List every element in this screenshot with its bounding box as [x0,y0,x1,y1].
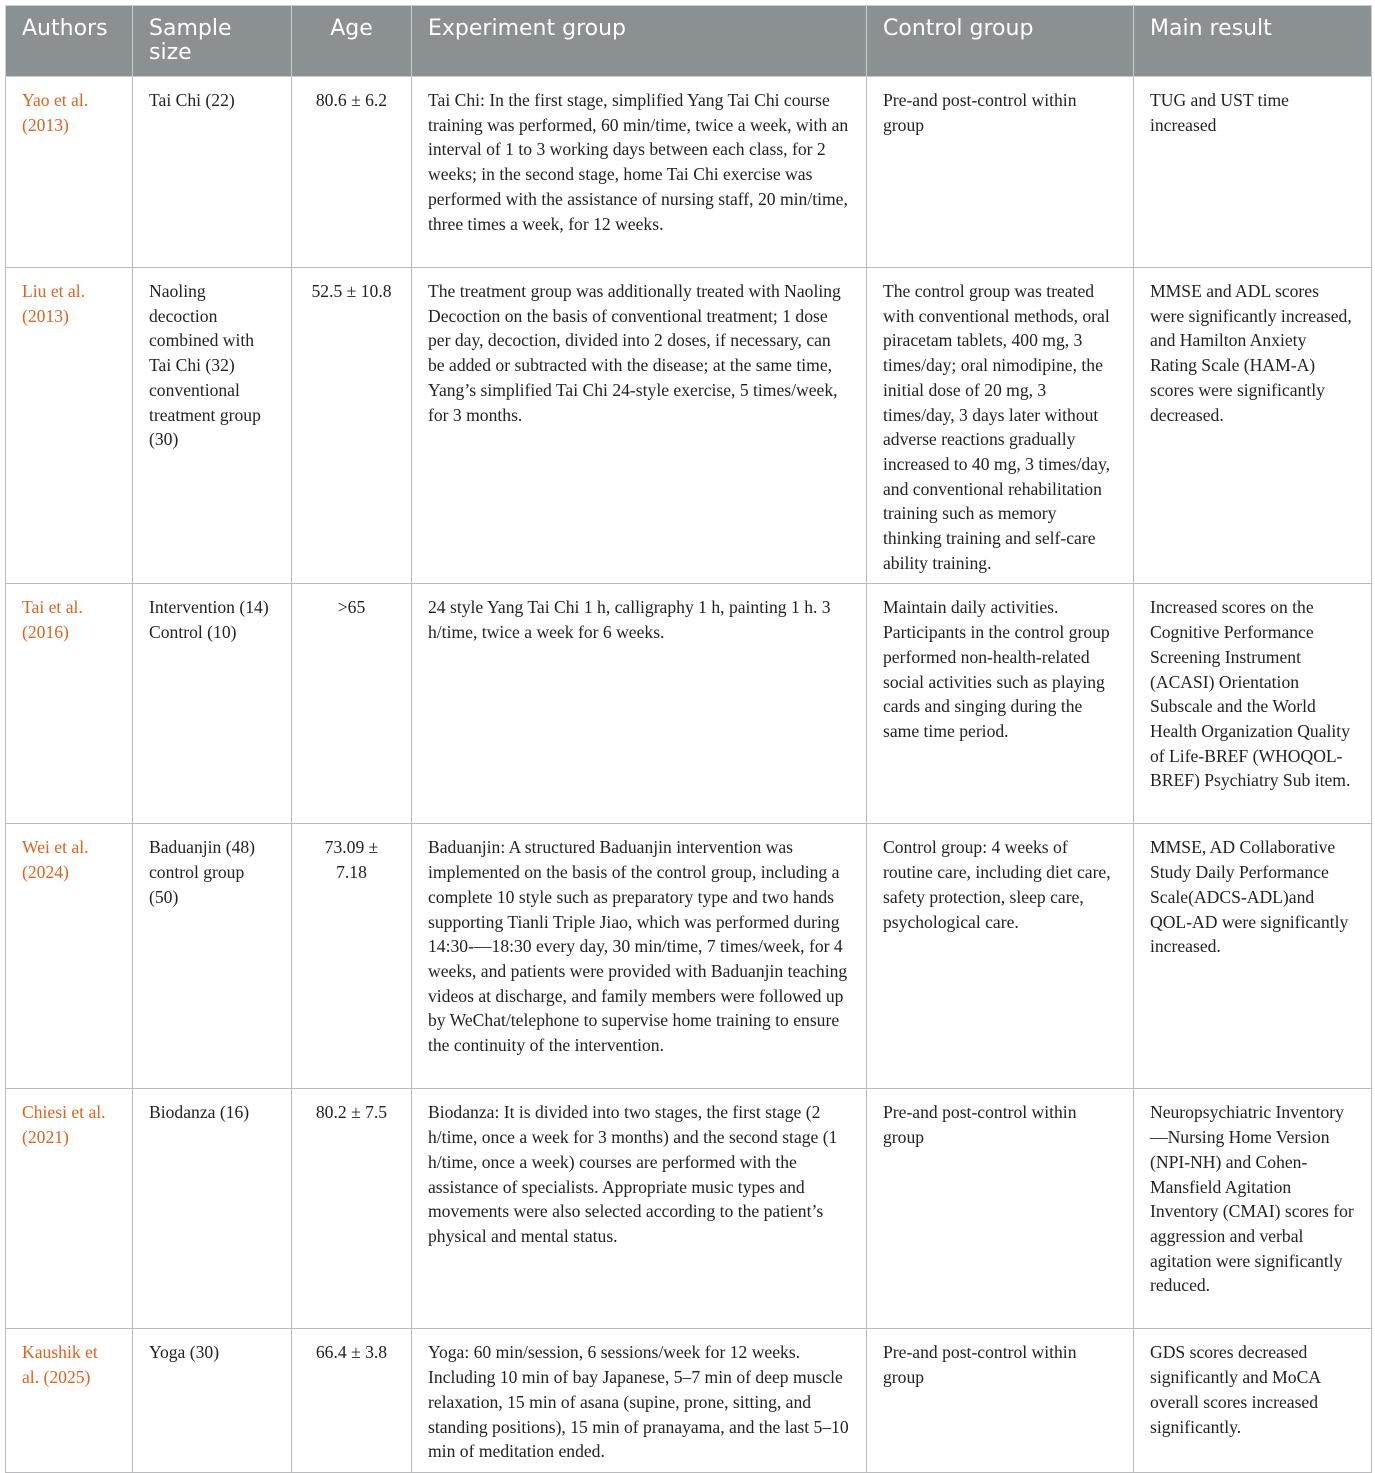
main-result-cell: MMSE and ADL scores were significantly increased, and Hamilton Anxiety Rating Scale (HAM-A) scores were significantly decreased. [1134,268,1372,584]
control-group-cell: Maintain daily activities. Participants in the control group performed non-health-related social activities such as playing cards and singing during the same time period. [867,584,1134,824]
control-group-cell: Pre-and post-control within group [867,77,1134,268]
experiment-group-cell: 24 style Yang Tai Chi 1 h, calligraphy 1 h, painting 1 h. 3 h/time, twice a week for 6 weeks. [412,584,867,824]
main-result-cell: Neuropsychiatric Inventory—Nursing Home Version (NPI-NH) and Cohen-Mansfield Agitation Inventory (CMAI) scores for aggression and verbal agitation were significantly reduced. [1134,1089,1372,1329]
control-group-cell: Pre-and post-control within group [867,1329,1134,1473]
studies-table [5,5,1372,1473]
sample-size-cell: Naoling decoction combined with Tai Chi (32) conventional treatment group (30) [133,268,292,584]
author-link[interactable]: Chiesi et al. (2021) [6,1089,133,1329]
sample-size-cell: Yoga (30) [133,1329,292,1473]
author-link[interactable]: Tai et al. (2016) [6,584,133,824]
author-link[interactable]: Yao et al. (2013) [6,77,133,268]
header-age: Age [292,6,412,77]
experiment-group-cell: Baduanjin: A structured Baduanjin intervention was implemented on the basis of the control group, including a complete 10 style such as preparatory type and two hands supporting Tianli Triple Jiao, which was performed during 14:30-—18:30 every day, 30 min/time, 7 times/week, for 4 weeks, and patients were provided with Baduanjin teaching videos at discharge, and family members were followed up by WeChat/telephone to supervise home training to ensure the continuity of the intervention. [412,824,867,1089]
main-result-cell: GDS scores decreased significantly and MoCA overall scores increased significantly. [1134,1329,1372,1473]
header-row [6,6,1372,77]
sample-size-cell: Tai Chi (22) [133,77,292,268]
age-cell: 80.2 ± 7.5 [292,1089,412,1329]
author-link[interactable]: Kaushik et al. (2025) [6,1329,133,1473]
age-cell: 52.5 ± 10.8 [292,268,412,584]
table-row [6,824,1372,1089]
header-authors: Authors [6,6,133,77]
experiment-group-cell: Tai Chi: In the first stage, simplified Yang Tai Chi course training was performed, 60 min/time, twice a week, with an interval of 1 to 3 working days between each class, for 2 weeks; in the second stage, home Tai Chi exercise was performed with the assistance of nursing staff, 20 min/time, three times a week, for 12 weeks. [412,77,867,268]
header-experiment-group: Experiment group [412,6,867,77]
table-row [6,77,1372,268]
control-group-cell: Pre-and post-control within group [867,1089,1134,1329]
author-link[interactable]: Liu et al. (2013) [6,268,133,584]
table-row [6,1089,1372,1329]
sample-size-cell: Baduanjin (48) control group (50) [133,824,292,1089]
sample-size-cell: Intervention (14) Control (10) [133,584,292,824]
age-cell: 73.09 ± 7.18 [292,824,412,1089]
experiment-group-cell: Biodanza: It is divided into two stages, the first stage (2 h/time, once a week for 3 months) and the second stage (1 h/time, once a week) courses are performed with the assistance of specialists. Appropriate music types and movements were also selected according to the patient’s physical and mental status. [412,1089,867,1329]
age-cell: 80.6 ± 6.2 [292,77,412,268]
age-cell: >65 [292,584,412,824]
control-group-cell: The control group was treated with conventional methods, oral piracetam tablets, 400 mg, 3 times/day; oral nimodipine, the initial dose of 20 mg, 3 times/day, 3 days later without adverse reactions gradually increased to 40 mg, 3 times/day, and conventional rehabilitation training such as memory thinking training and self-care ability training. [867,268,1134,584]
table-row [6,584,1372,824]
experiment-group-cell: The treatment group was additionally treated with Naoling Decoction on the basis of conventional treatment; 1 dose per day, decoction, divided into 2 doses, if necessary, can be added or subtracted with the disease; at the same time, Yang’s simplified Tai Chi 24-style exercise, 5 times/week, for 3 months. [412,268,867,584]
header-main-result: Main result [1134,6,1372,77]
table-row [6,1329,1372,1473]
main-result-cell: Increased scores on the Cognitive Performance Screening Instrument (ACASI) Orientation Subscale and the World Health Organization Quality of Life-BREF (WHOQOL-BREF) Psychiatry Sub item. [1134,584,1372,824]
control-group-cell: Control group: 4 weeks of routine care, including diet care, safety protection, sleep care, psychological care. [867,824,1134,1089]
age-cell: 66.4 ± 3.8 [292,1329,412,1473]
header-control-group: Control group [867,6,1134,77]
main-result-cell: MMSE, AD Collaborative Study Daily Performance Scale(ADCS-ADL)and QOL-AD were significantly increased. [1134,824,1372,1089]
sample-size-cell: Biodanza (16) [133,1089,292,1329]
table-row [6,268,1372,584]
main-result-cell: TUG and UST time increased [1134,77,1372,268]
author-link[interactable]: Wei et al. (2024) [6,824,133,1089]
experiment-group-cell: Yoga: 60 min/session, 6 sessions/week for 12 weeks. Including 10 min of bay Japanese, 5–7 min of deep muscle relaxation, 15 min of asana (supine, prone, sitting, and standing positions), 15 min of pranayama, and the last 5–10 min of meditation ended. [412,1329,867,1473]
header-sample-size: Sample size [133,6,292,77]
